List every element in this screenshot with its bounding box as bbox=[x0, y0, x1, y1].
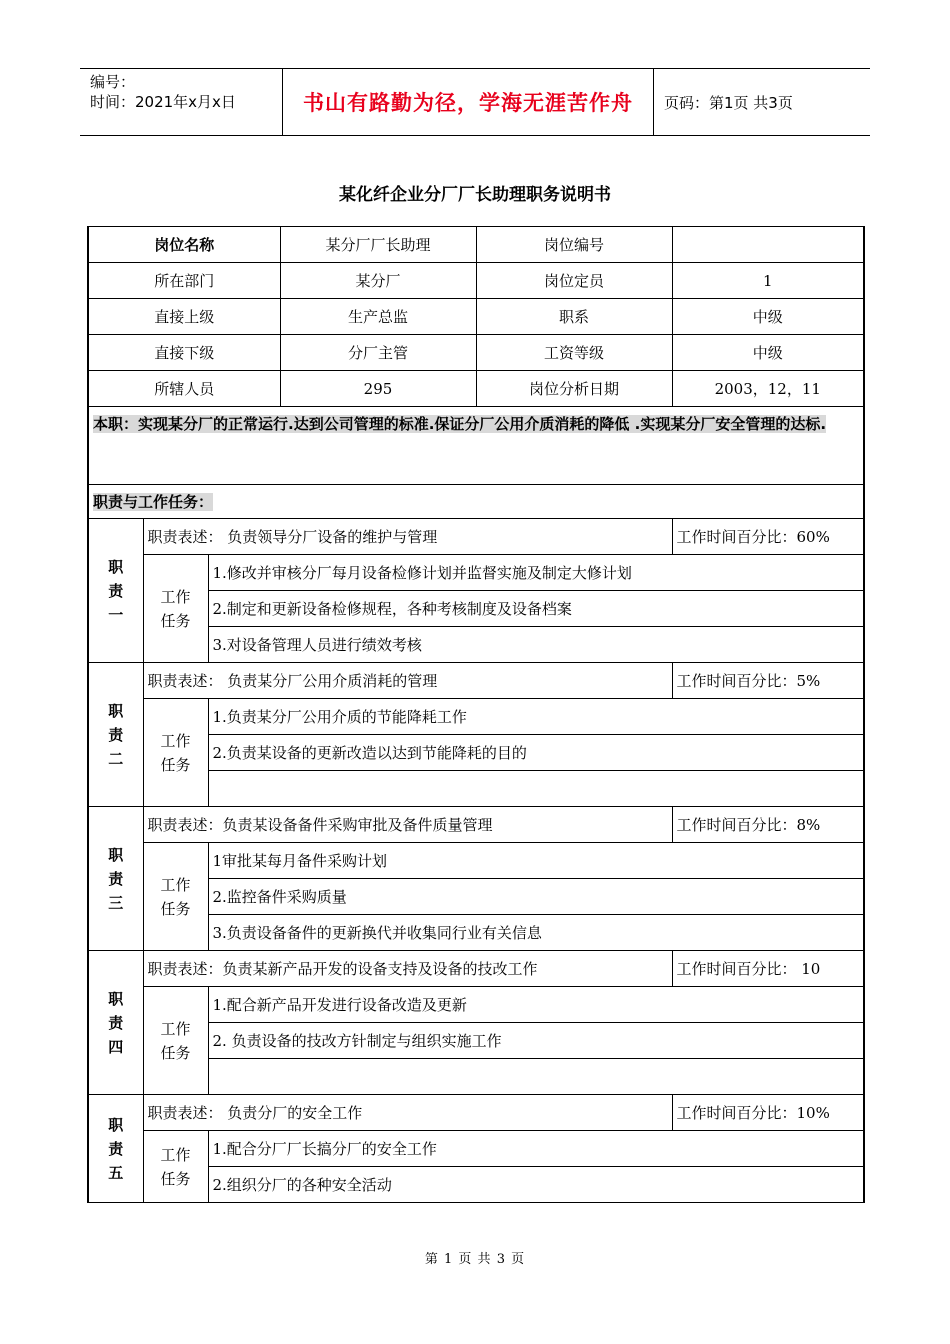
task-label bbox=[143, 699, 208, 807]
duties-heading bbox=[88, 485, 864, 519]
task-label-text: 工作任务 bbox=[160, 875, 191, 918]
task-row bbox=[88, 987, 864, 1023]
duty-name-text: 职责二 bbox=[108, 701, 124, 768]
duty-name-text: 职责一 bbox=[108, 557, 124, 624]
task-item: 2.制定和更新设备检修规程，各种考核制度及设备档案 bbox=[208, 591, 864, 627]
info-row bbox=[88, 227, 864, 263]
summary-text-line2: 理的达标. bbox=[760, 415, 827, 433]
duty-row bbox=[88, 1095, 864, 1131]
header-page: 页码：第1页 共3页 bbox=[664, 93, 793, 112]
duty-name-text: 职责三 bbox=[108, 845, 124, 912]
task-item: 2.组织分厂的各种安全活动 bbox=[208, 1167, 864, 1203]
duty-name bbox=[88, 951, 143, 1095]
duty-time-percent: 工作时间百分比：60% bbox=[672, 519, 864, 555]
duty-description: 职责表述： 负责某分厂公用介质消耗的管理 bbox=[143, 663, 672, 699]
info-row bbox=[88, 263, 864, 299]
task-item: 1.负责某分厂公用介质的节能降耗工作 bbox=[208, 699, 864, 735]
info-label: 直接下级 bbox=[88, 335, 280, 371]
info-label: 所在部门 bbox=[88, 263, 280, 299]
header-time: 时间：2021年x月x日 bbox=[90, 93, 236, 111]
duty-row bbox=[88, 951, 864, 987]
info-value: 2003，12，11 bbox=[672, 371, 864, 407]
job-description-table bbox=[87, 226, 865, 1203]
task-label-text: 工作任务 bbox=[160, 587, 191, 630]
info-row bbox=[88, 335, 864, 371]
duty-name bbox=[88, 663, 143, 807]
info-value bbox=[672, 227, 864, 263]
task-item: 1.修改并审核分厂每月设备检修计划并监督实施及制定大修计划 bbox=[208, 555, 864, 591]
duty-description: 职责表述： 负责领导分厂设备的维护与管理 bbox=[143, 519, 672, 555]
task-item: 1.配合分厂厂长搞分厂的安全工作 bbox=[208, 1131, 864, 1167]
duty-row bbox=[88, 663, 864, 699]
duty-name bbox=[88, 807, 143, 951]
task-row bbox=[88, 699, 864, 735]
duty-description: 职责表述：负责某新产品开发的设备支持及设备的技改工作 bbox=[143, 951, 672, 987]
duties-heading-row bbox=[88, 485, 864, 519]
info-value: 分厂主管 bbox=[280, 335, 476, 371]
info-row bbox=[88, 371, 864, 407]
duty-row bbox=[88, 807, 864, 843]
header-meta bbox=[80, 69, 282, 135]
duty-time-percent: 工作时间百分比： 10 bbox=[672, 951, 864, 987]
page-footer: 第 1 页 共 3 页 bbox=[424, 1252, 526, 1267]
info-label: 岗位名称 bbox=[88, 227, 280, 263]
task-label bbox=[143, 555, 208, 663]
task-item: 2.监控备件采购质量 bbox=[208, 879, 864, 915]
duty-name bbox=[88, 519, 143, 663]
info-label: 直接上级 bbox=[88, 299, 280, 335]
duty-time-percent: 工作时间百分比：10% bbox=[672, 1095, 864, 1131]
header-number: 编号： bbox=[90, 73, 136, 91]
task-row bbox=[88, 1131, 864, 1167]
summary-text-line1: 本职：实现某分厂的正常运行.达到公司管理的标准.保证分厂公用介质消耗的降低 .实现某分厂安全管 bbox=[93, 415, 761, 433]
info-label: 岗位编号 bbox=[476, 227, 672, 263]
header-motto: 书山有路勤为径，学海无涯苦作舟 bbox=[282, 69, 654, 135]
info-value: 中级 bbox=[672, 299, 864, 335]
info-value: 某分厂厂长助理 bbox=[280, 227, 476, 263]
task-item bbox=[208, 771, 864, 807]
task-label bbox=[143, 1131, 208, 1203]
info-value: 1 bbox=[672, 263, 864, 299]
task-label-text: 工作任务 bbox=[160, 731, 191, 774]
task-item: 2. 负责设备的技改方针制定与组织实施工作 bbox=[208, 1023, 864, 1059]
info-label: 工资等级 bbox=[476, 335, 672, 371]
duty-row bbox=[88, 519, 864, 555]
info-value: 295 bbox=[280, 371, 476, 407]
task-item: 3.负责设备备件的更新换代并收集同行业有关信息 bbox=[208, 915, 864, 951]
duties-heading-text: 职责与工作任务： bbox=[93, 493, 214, 511]
duty-description: 职责表述： 负责分厂的安全工作 bbox=[143, 1095, 672, 1131]
task-item: 1.配合新产品开发进行设备改造及更新 bbox=[208, 987, 864, 1023]
duty-time-percent: 工作时间百分比：5% bbox=[672, 663, 864, 699]
task-label bbox=[143, 843, 208, 951]
task-label bbox=[143, 987, 208, 1095]
info-label: 职系 bbox=[476, 299, 672, 335]
info-value: 某分厂 bbox=[280, 263, 476, 299]
task-item: 2.负责某设备的更新改造以达到节能降耗的目的 bbox=[208, 735, 864, 771]
task-item bbox=[208, 1059, 864, 1095]
info-row bbox=[88, 299, 864, 335]
duty-name-text: 职责五 bbox=[108, 1115, 124, 1182]
responsibility-summary bbox=[88, 407, 864, 485]
task-label-text: 工作任务 bbox=[160, 1019, 191, 1062]
info-value: 中级 bbox=[672, 335, 864, 371]
duty-name bbox=[88, 1095, 143, 1203]
task-item: 3.对设备管理人员进行绩效考核 bbox=[208, 627, 864, 663]
duty-description: 职责表述：负责某设备备件采购审批及备件质量管理 bbox=[143, 807, 672, 843]
task-item: 1审批某每月备件采购计划 bbox=[208, 843, 864, 879]
task-row bbox=[88, 555, 864, 591]
info-label: 所辖人员 bbox=[88, 371, 280, 407]
info-value: 生产总监 bbox=[280, 299, 476, 335]
info-label: 岗位定员 bbox=[476, 263, 672, 299]
responsibility-summary-row bbox=[88, 407, 864, 485]
task-row bbox=[88, 843, 864, 879]
info-label: 岗位分析日期 bbox=[476, 371, 672, 407]
duty-time-percent: 工作时间百分比：8% bbox=[672, 807, 864, 843]
page-header bbox=[80, 68, 870, 136]
duty-name-text: 职责四 bbox=[108, 989, 124, 1056]
document-title: 某化纤企业分厂厂长助理职务说明书 bbox=[339, 185, 611, 205]
task-label-text: 工作任务 bbox=[160, 1145, 191, 1188]
